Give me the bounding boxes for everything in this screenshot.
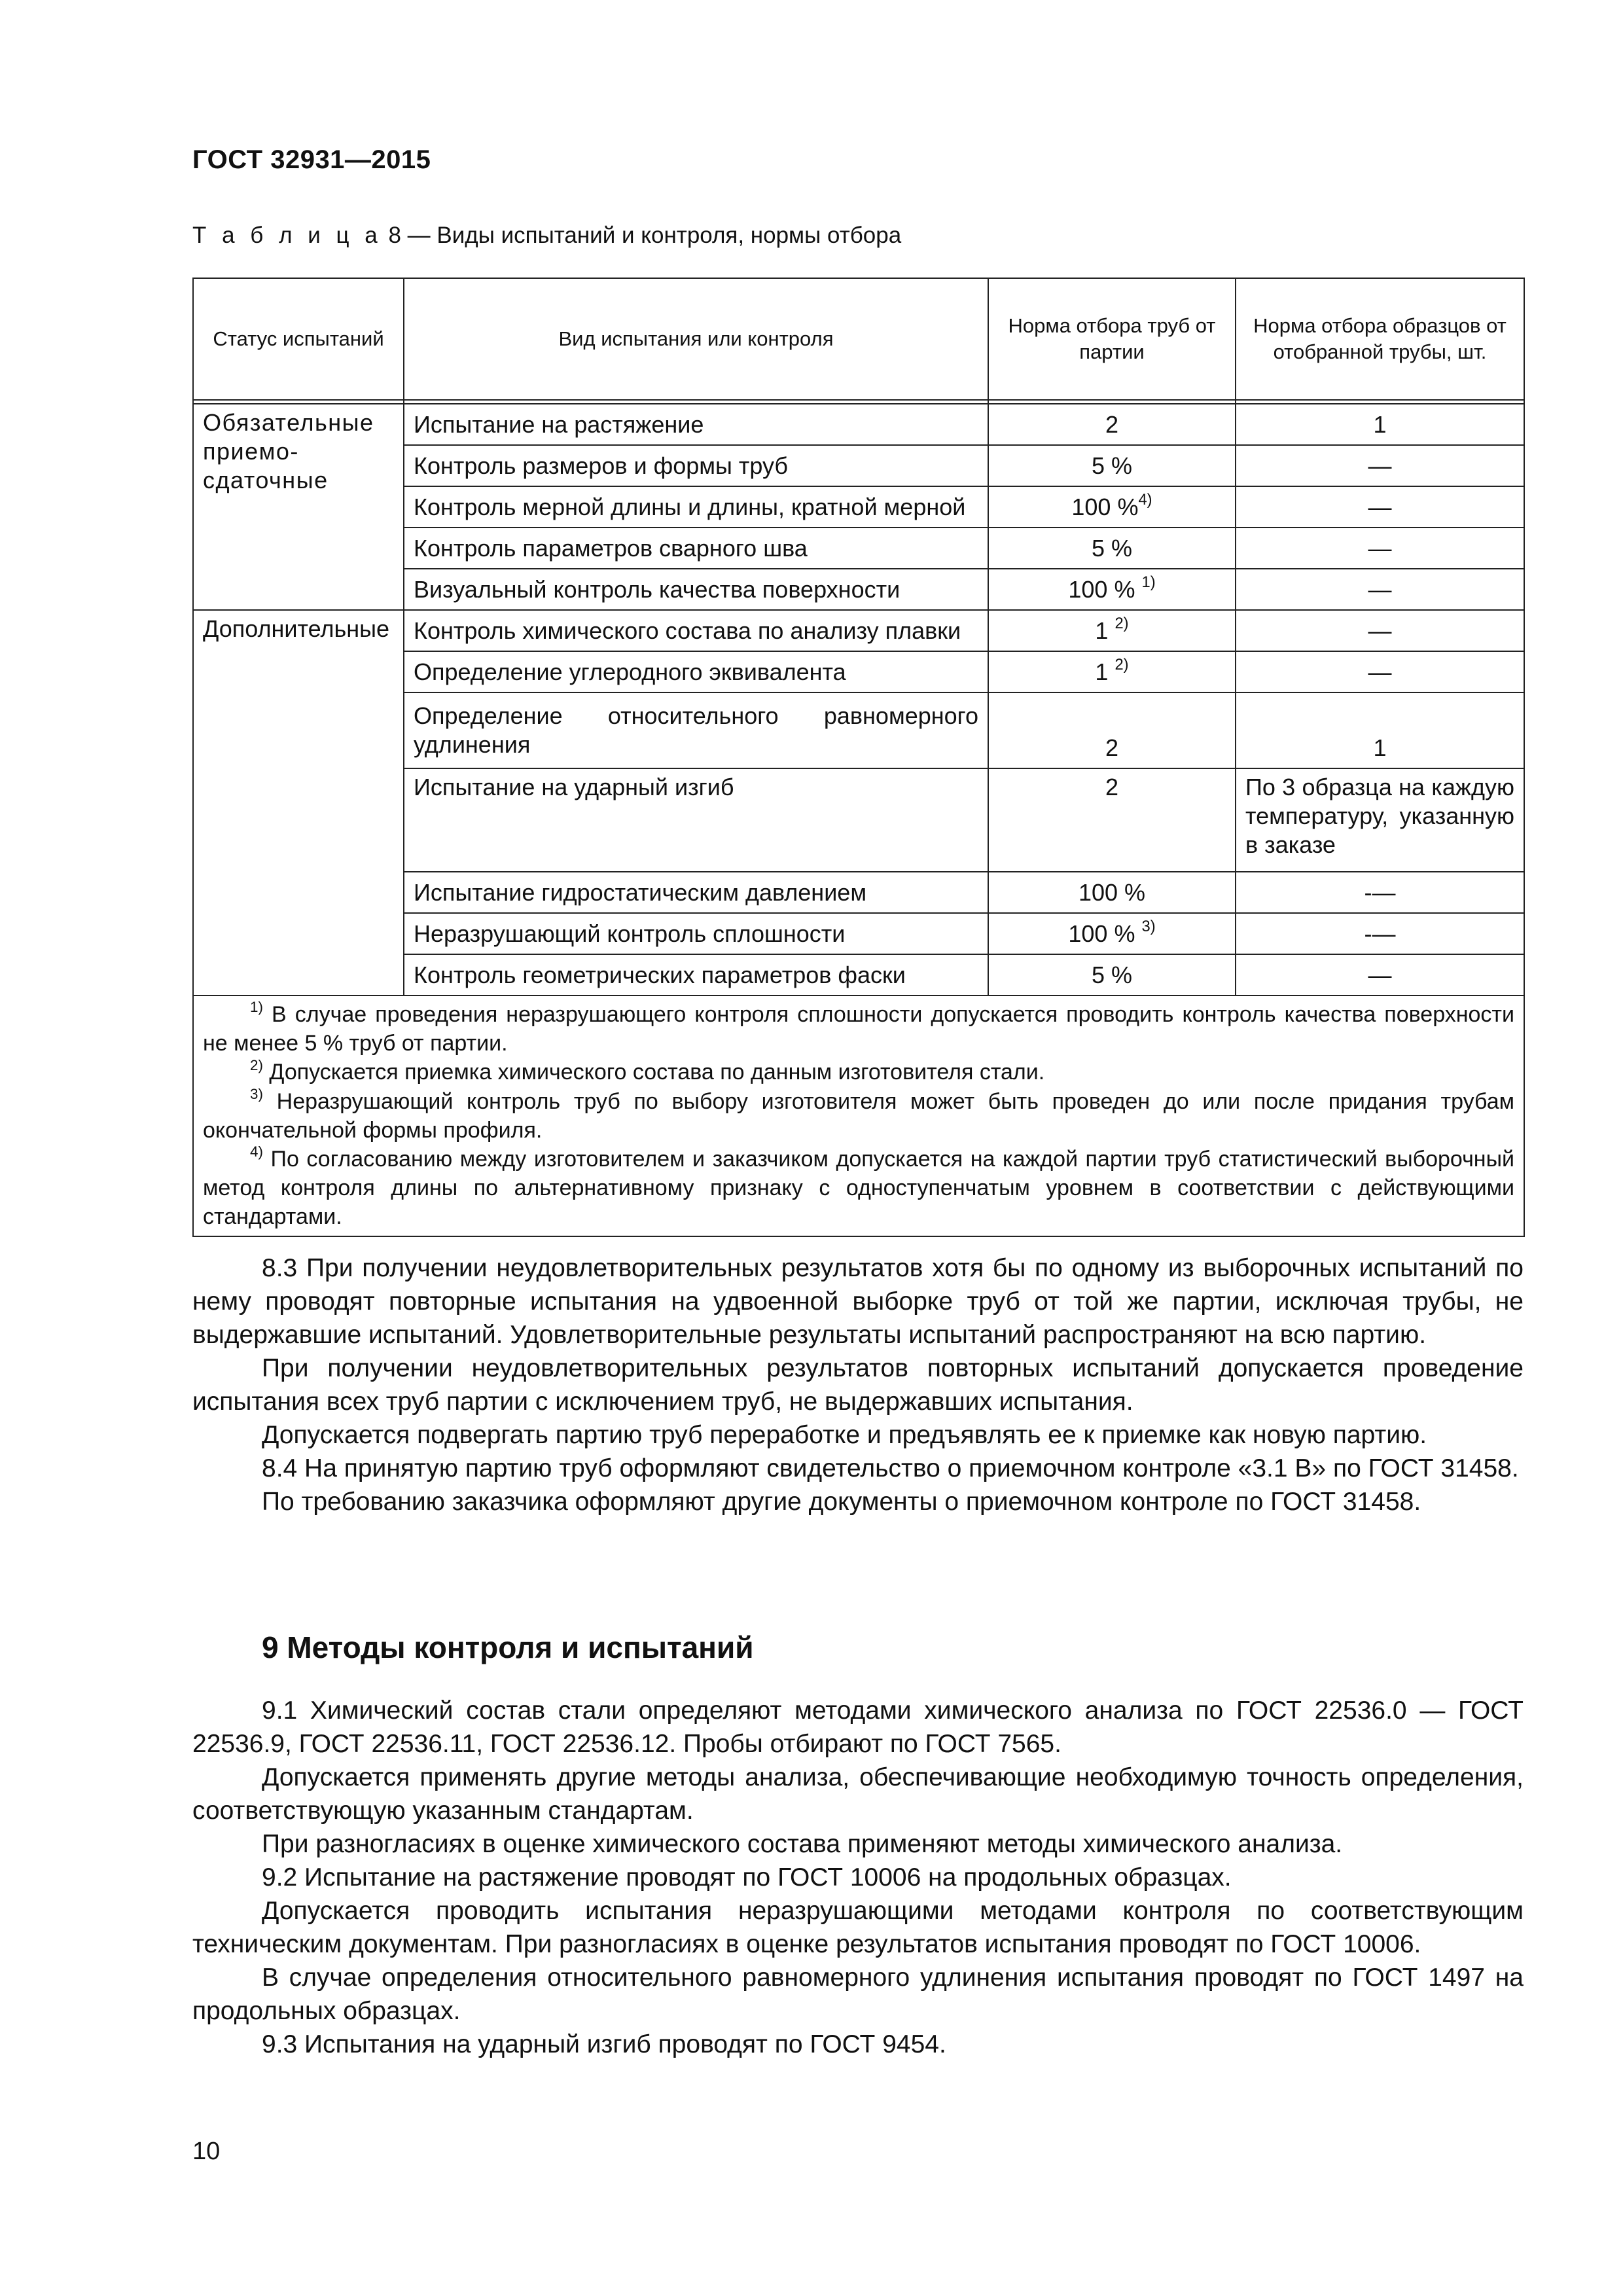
table-caption-number: 8 <box>388 223 401 248</box>
paragraph: 8.4 На принятую партию труб оформляют свидетельство о приемочном контроле «3.1 В» по ГОСТ 31458. <box>262 1454 1519 1482</box>
paragraph: В случае определения относительного равномерного удлинения испытания проводят по ГОСТ 1497 на продольных образцах. <box>192 1964 1524 2025</box>
footnote <box>203 1145 1514 1232</box>
footnote-text: В случае проведения неразрушающего контроля сплошности допускается проводить контроль качества поверхности не менее 5 % труб от партии. <box>203 1002 1514 1056</box>
table-header-row <box>193 278 1524 400</box>
column-header-samples: Норма отбора образцов от отобранной трубы, шт. <box>1236 278 1524 400</box>
pipes-norm: 100 % <box>1068 575 1135 603</box>
test-name: Контроль мерной длины и длины, кратной мерной <box>404 486 988 528</box>
paragraph: Допускается проводить испытания неразрушающими методами контроля по соответствующим техническим документам. При разногласиях в оценке результатов испытания проводят по ГОСТ 10006. <box>192 1897 1524 1958</box>
footnote-mark: 3) <box>250 1086 263 1102</box>
pipes-norm: 5 % <box>988 445 1236 486</box>
pipes-norm: 2 <box>988 692 1236 768</box>
footnote-text: Допускается приемка химического состава по данным изготовителя стали. <box>269 1060 1045 1085</box>
test-name: Определение относительного равномерного удлинения <box>404 692 988 768</box>
samples-norm: — <box>1236 569 1524 610</box>
pipes-norm-cell <box>988 486 1236 528</box>
test-name: Неразрушающий контроль сплошности <box>404 913 988 954</box>
footnote-text: Неразрушающий контроль труб по выбору изготовителя может быть проведен до или после придания трубам окончательной формы профиля. <box>203 1088 1514 1143</box>
footnote <box>203 1000 1514 1058</box>
table-caption-title: — Виды испытаний и контроля, нормы отбора <box>407 223 902 248</box>
test-name: Испытание на ударный изгиб <box>404 768 988 872</box>
table-footnotes-row <box>193 996 1524 1236</box>
pipes-norm-cell <box>988 610 1236 651</box>
table-caption <box>192 223 901 249</box>
samples-norm: — <box>1236 528 1524 569</box>
samples-norm: 1 <box>1236 692 1524 768</box>
status-additional: Дополнительные <box>193 610 404 996</box>
test-name: Испытание гидростатическим давлением <box>404 872 988 913</box>
pipes-norm: 5 % <box>988 954 1236 996</box>
section-9-title: 9 Методы контроля и испытаний <box>262 1630 754 1664</box>
footnote-ref: 2) <box>1115 656 1129 674</box>
pipes-norm-cell <box>988 651 1236 692</box>
pipes-norm: 5 % <box>988 528 1236 569</box>
paragraph: Допускается применять другие методы анализа, обеспечивающие необходимую точность определения, соответствующую указанным стандартам. <box>192 1763 1524 1825</box>
test-name: Контроль геометрических параметров фаски <box>404 954 988 996</box>
footnote-mark: 4) <box>250 1143 263 1160</box>
footnote-mark: 2) <box>250 1056 263 1073</box>
pipes-norm: 1 <box>1095 658 1109 685</box>
footnote <box>203 1087 1514 1145</box>
samples-norm: 1 <box>1236 404 1524 445</box>
inspection-norms-table <box>192 278 1525 1237</box>
section-9-text <box>192 1694 1524 2061</box>
column-header-pipes: Норма отбора труб от партии <box>988 278 1236 400</box>
test-name: Контроль размеров и формы труб <box>404 445 988 486</box>
paragraph: 9.1 Химический состав стали определяют методами химического анализа по ГОСТ 22536.0 — ГОСТ 22536.9, ГОСТ 22536.11, ГОСТ 22536.12. Пробы отбирают по ГОСТ 7565. <box>192 1696 1524 1758</box>
table-caption-prefix: Т а б л и ц а <box>192 223 382 248</box>
document-id-header: ГОСТ 32931—2015 <box>192 145 431 174</box>
test-name: Определение углеродного эквивалента <box>404 651 988 692</box>
footnote-mark: 1) <box>250 999 263 1016</box>
footnote-ref: 1) <box>1141 573 1156 592</box>
table-row <box>193 404 1524 445</box>
paragraph: 9.3 Испытания на ударный изгиб проводят по ГОСТ 9454. <box>262 2030 946 2058</box>
footnote-text: По согласованию между изготовителем и заказчиком допускается на каждой партии труб статистический выборочный метод контроля длины по альтернативному признаку с одноступенчатым уровнем в соответствии с действующими стандартами. <box>203 1146 1515 1230</box>
footnote-ref: 3) <box>1141 918 1156 936</box>
test-name: Контроль параметров сварного шва <box>404 528 988 569</box>
paragraph: При получении неудовлетворительных результатов повторных испытаний допускается проведение испытания всех труб партии с исключением труб, не выдержавших испытания. <box>192 1354 1524 1416</box>
paragraph: По требованию заказчика оформляют другие документы о приемочном контроле по ГОСТ 31458. <box>262 1488 1421 1516</box>
pipes-norm-cell <box>988 913 1236 954</box>
paragraph: Допускается подвергать партию труб переработке и предъявлять ее к приемке как новую партию. <box>262 1421 1427 1449</box>
footnote-ref: 2) <box>1115 615 1129 633</box>
pipes-norm: 1 <box>1095 617 1109 644</box>
samples-norm: — <box>1236 445 1524 486</box>
test-name: Контроль химического состава по анализу плавки <box>404 610 988 651</box>
table-row <box>193 610 1524 651</box>
samples-norm: — <box>1236 486 1524 528</box>
test-name: Испытание на растяжение <box>404 404 988 445</box>
pipes-norm-cell <box>988 569 1236 610</box>
pipes-norm: 100 % <box>1068 920 1135 947</box>
footnote <box>203 1058 1514 1086</box>
paragraph: При разногласиях в оценке химического состава применяют методы химического анализа. <box>262 1830 1343 1858</box>
pipes-norm: 2 <box>988 768 1236 872</box>
footnote-ref: 4) <box>1138 491 1152 509</box>
samples-norm: — <box>1236 954 1524 996</box>
samples-norm: -— <box>1236 913 1524 954</box>
paragraph: 9.2 Испытание на растяжение проводят по ГОСТ 10006 на продольных образцах. <box>262 1863 1232 1892</box>
samples-norm: — <box>1236 651 1524 692</box>
page-number: 10 <box>192 2138 221 2165</box>
samples-norm: По 3 образца на каждую температуру, указанную в заказе <box>1236 768 1524 872</box>
paragraph: 8.3 При получении неудовлетворительных результатов хотя бы по одному из выборочных испытаний по нему проводят повторные испытания на удвоенной выборке труб от той же партии, исключая трубы, не выдержавшие испытаний. Удовлетворительные результаты испытаний распространяют на всю партию. <box>192 1254 1524 1349</box>
test-name: Визуальный контроль качества поверхности <box>404 569 988 610</box>
column-header-status: Статус испытаний <box>193 278 404 400</box>
samples-norm: -— <box>1236 872 1524 913</box>
table-footnotes <box>193 996 1524 1236</box>
status-mandatory: Обязательные приемо-сдаточные <box>193 404 404 610</box>
pipes-norm: 100 % <box>1071 493 1139 520</box>
pipes-norm: 2 <box>988 404 1236 445</box>
pipes-norm: 100 % <box>988 872 1236 913</box>
samples-norm: — <box>1236 610 1524 651</box>
column-header-test: Вид испытания или контроля <box>404 278 988 400</box>
section-8-text <box>192 1251 1524 1518</box>
